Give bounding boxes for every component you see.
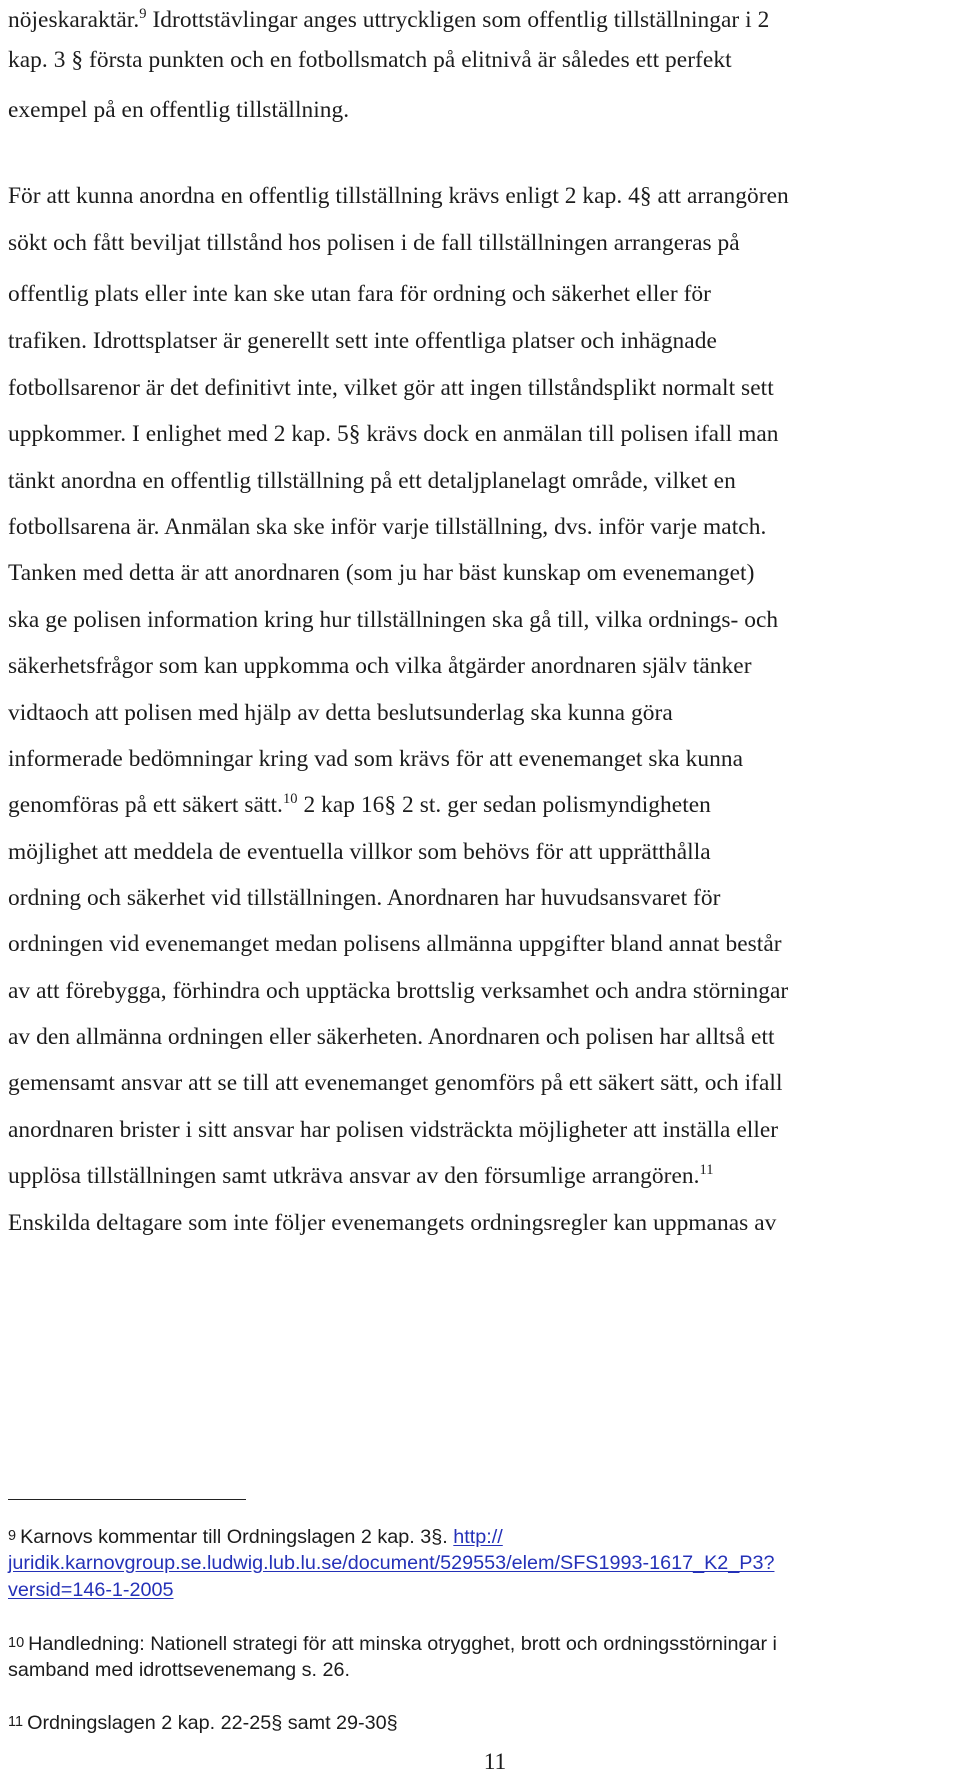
footnote-number: 9 <box>8 1528 17 1544</box>
text-line: informerade bedömningar kring vad som krävs för att evenemanget ska kunna <box>8 746 744 772</box>
text-line: säkerhetsfrågor som kan uppkomma och vilka åtgärder anordnaren själv tänker <box>8 653 752 679</box>
text-line: kap. 3 § första punkten och en fotbollsmatch på elitnivå är således ett perfekt <box>8 47 732 73</box>
footnote-9: 9 Karnovs kommentar till Ordningslagen 2 kap. 3§. http:// <box>8 1526 503 1548</box>
footnote-link[interactable]: http:// <box>453 1526 503 1548</box>
text-line: möjlighet att meddela de eventuella villkor som behövs för att upprätthålla <box>8 839 711 865</box>
text-line: sökt och fått beviljat tillstånd hos polisen i de fall tillställningen arrangeras på <box>8 230 740 256</box>
text-line: anordnaren brister i sitt ansvar har polisen vidsträckta möjligheter att inställa eller <box>8 1117 779 1143</box>
text-line: gemensamt ansvar att se till att evenemanget genomförs på ett säkert sätt, och ifall <box>8 1070 783 1096</box>
text-line: ska ge polisen information kring hur tillställningen ska gå till, vilka ordnings- och <box>8 607 779 633</box>
footnote-separator <box>8 1499 246 1500</box>
footnote-ref-10[interactable]: 10 <box>282 791 298 807</box>
footnote-number: 10 <box>8 1635 25 1651</box>
text-line: upplösa tillställningen samt utkräva ansvar av den försumlige arrangören.$^{11}$ <box>8 1162 714 1189</box>
page-number: 11 <box>483 1749 507 1775</box>
text-line: Tanken med detta är att anordnaren (som ju har bäst kunskap om evenemanget) <box>8 560 755 586</box>
text-line: tänkt anordna en offentlig tillställning på ett detaljplanelagt område, vilket en <box>8 468 736 494</box>
text-line: fotbollsarenor är det definitivt inte, vilket gör att ingen tillståndsplikt normalt sett <box>8 375 774 401</box>
text-line: uppkommer. I enlighet med 2 kap. 5§ krävs dock en anmälan till polisen ifall man <box>8 421 779 447</box>
text-line: av den allmänna ordningen eller säkerheten. Anordnaren och polisen har alltså ett <box>8 1024 775 1050</box>
footnote-9-link-line[interactable] <box>8 1550 774 1576</box>
text-line: nöjeskaraktär.$^9$ Idrottstävlingar anges uttryckligen som offentlig tillställningar i 2 <box>8 6 770 33</box>
text-line: ordning och säkerhet vid tillställningen. Anordnaren har huvudsansvaret för <box>8 885 721 911</box>
text-line: offentlig plats eller inte kan ske utan fara för ordning och säkerhet eller för <box>8 281 712 307</box>
text-line: ordningen vid evenemanget medan polisens allmänna uppgifter bland annat består <box>8 931 782 957</box>
text-line: av att förebygga, förhindra och upptäcka brottslig verksamhet och andra störningar <box>8 978 789 1004</box>
footnote-9-link-line[interactable] <box>8 1577 174 1603</box>
footnote-number: 11 <box>8 1714 24 1730</box>
text-line: För att kunna anordna en offentlig tillställning krävs enligt 2 kap. 4§ att arrangören <box>8 183 789 209</box>
footnote-link[interactable]: versid=146-1-2005 <box>8 1579 174 1601</box>
footnote-10: 10 Handledning: Nationell strategi för att minska otrygghet, brott och ordningsstörningar i <box>8 1633 777 1655</box>
footnote-11: 11 Ordningslagen 2 kap. 22-25§ samt 29-30§ <box>8 1712 398 1734</box>
text-line: vidtaoch att polisen med hjälp av detta beslutsunderlag ska kunna göra <box>8 700 673 726</box>
text-line: Enskilda deltagare som inte följer evenemangets ordningsregler kan uppmanas av <box>8 1210 777 1236</box>
text-line: trafiken. Idrottsplatser är generellt sett inte offentliga platser och inhägnade <box>8 328 717 354</box>
text-line: fotbollsarena är. Anmälan ska ske inför varje tillställning, dvs. inför varje match. <box>8 514 767 540</box>
text-line: exempel på en offentlig tillställning. <box>8 97 350 123</box>
footnote-ref-11[interactable]: 11 <box>699 1162 714 1178</box>
footnote-link[interactable]: juridik.karnovgroup.se.ludwig.lub.lu.se/document/529553/elem/SFS1993-1617_K2_P3? <box>8 1552 775 1574</box>
footnote-ref-9[interactable]: 9 <box>139 6 147 22</box>
footnote-10-continued: samband med idrottsevenemang s. 26. <box>8 1659 350 1681</box>
text-line: genomföras på ett säkert sätt.$^{10}$ 2 kap 16§ 2 st. ger sedan polismyndigheten <box>8 791 711 818</box>
